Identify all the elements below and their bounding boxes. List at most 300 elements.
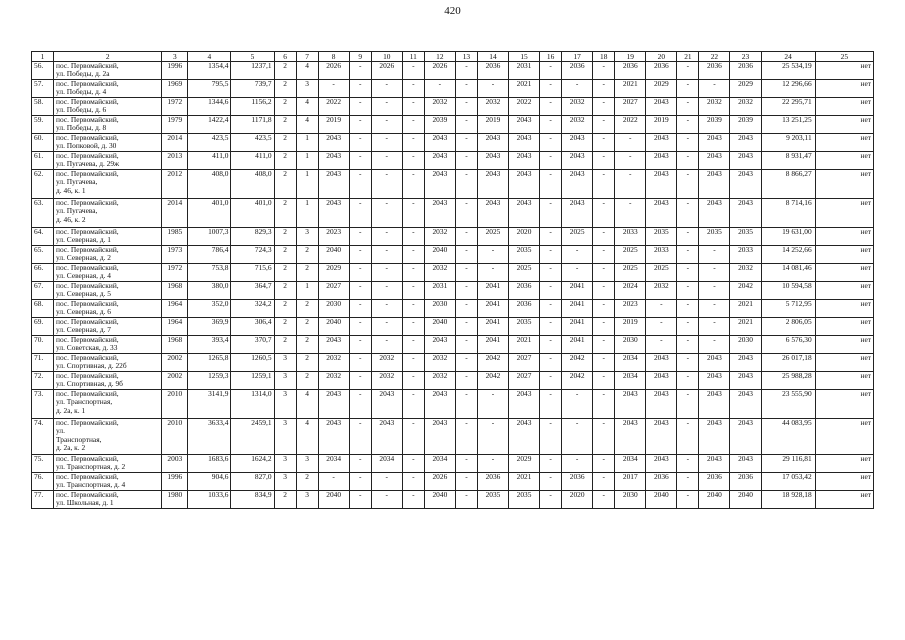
area-cell: 369,9 [188, 318, 231, 336]
value-cell: 2 [274, 491, 296, 509]
value-cell: 2026 [424, 62, 455, 80]
value-cell: 2019 [318, 116, 349, 134]
value-cell: 2043 [424, 390, 455, 419]
value-cell: - [593, 98, 615, 116]
area-cell: 411,0 [188, 152, 231, 170]
area-cell: 411,0 [231, 152, 274, 170]
value-cell: 2019 [615, 318, 646, 336]
value-cell: 2043 [424, 199, 455, 228]
value-cell: - [540, 390, 562, 419]
column-header: 17 [562, 52, 593, 62]
value-cell: - [593, 246, 615, 264]
value-cell: - [677, 354, 699, 372]
table-row [32, 491, 874, 509]
value-cell: 2 [274, 98, 296, 116]
value-cell: 2040 [646, 491, 677, 509]
value-cell: - [349, 134, 371, 152]
address-cell: пос. Первомайский, ул. Северная, д. 1 [54, 228, 162, 246]
column-header: 3 [162, 52, 188, 62]
value-cell: 2040 [318, 246, 349, 264]
value-cell: - [402, 318, 424, 336]
value-cell: 2010 [162, 419, 188, 455]
address-cell: пос. Первомайский, ул. Северная, д. 6 [54, 300, 162, 318]
value-cell: - [540, 419, 562, 455]
status-cell: нет [815, 98, 873, 116]
area-cell: 1237,1 [231, 62, 274, 80]
value-cell: 2043 [318, 390, 349, 419]
row-number: 64. [32, 228, 54, 246]
area-cell: 2459,1 [231, 419, 274, 455]
value-cell: - [677, 372, 699, 390]
area-cell: 795,5 [188, 80, 231, 98]
value-cell: 2042 [562, 354, 593, 372]
value-cell: 2034 [371, 455, 402, 473]
value-cell: - [402, 473, 424, 491]
value-cell: 1996 [162, 62, 188, 80]
value-cell: 2035 [477, 491, 508, 509]
value-cell: 2 [274, 134, 296, 152]
value-cell: 2017 [615, 473, 646, 491]
column-header: 5 [231, 52, 274, 62]
value-cell: 3 [274, 372, 296, 390]
value-cell: 3 [274, 390, 296, 419]
value-cell: - [402, 80, 424, 98]
area-cell: 380,0 [188, 282, 231, 300]
address-cell: пос. Первомайский, ул. Победы, д. 4 [54, 80, 162, 98]
value-cell: 2 [296, 246, 318, 264]
area-cell: 364,7 [231, 282, 274, 300]
value-cell: - [593, 354, 615, 372]
value-cell: - [540, 80, 562, 98]
value-cell: - [540, 300, 562, 318]
value-cell: - [593, 300, 615, 318]
value-cell: 2020 [562, 491, 593, 509]
value-cell: 2042 [730, 282, 761, 300]
value-cell: - [349, 491, 371, 509]
value-cell: - [540, 354, 562, 372]
value-cell: 2043 [730, 354, 761, 372]
value-cell: 2 [274, 282, 296, 300]
value-cell: - [455, 419, 477, 455]
value-cell: - [371, 228, 402, 246]
table-row [32, 228, 874, 246]
value-cell: 2027 [509, 372, 540, 390]
value-cell: 2042 [477, 372, 508, 390]
value-cell: 2043 [509, 152, 540, 170]
status-cell: нет [815, 80, 873, 98]
value-cell: - [402, 455, 424, 473]
table-row [32, 419, 874, 455]
value-cell: - [593, 62, 615, 80]
value-cell: 2043 [730, 372, 761, 390]
value-cell: 2021 [509, 473, 540, 491]
value-cell: - [540, 491, 562, 509]
value-cell: 2014 [162, 134, 188, 152]
value-cell: 2043 [562, 134, 593, 152]
value-cell: - [371, 80, 402, 98]
cost-cell: 17 053,42 [761, 473, 815, 491]
value-cell: - [349, 246, 371, 264]
value-cell: 2040 [318, 491, 349, 509]
value-cell: 2043 [699, 372, 730, 390]
value-cell: - [455, 300, 477, 318]
row-number: 68. [32, 300, 54, 318]
value-cell: 2043 [646, 152, 677, 170]
value-cell: - [593, 264, 615, 282]
value-cell: 2032 [318, 354, 349, 372]
value-cell: 2025 [615, 264, 646, 282]
value-cell: 2027 [509, 354, 540, 372]
value-cell: 2023 [318, 228, 349, 246]
value-cell: - [402, 372, 424, 390]
value-cell: 2041 [477, 282, 508, 300]
value-cell: - [455, 390, 477, 419]
value-cell: 2043 [730, 199, 761, 228]
value-cell: 2035 [509, 491, 540, 509]
value-cell: 2039 [730, 116, 761, 134]
value-cell: 2043 [646, 390, 677, 419]
cost-cell: 14 081,46 [761, 264, 815, 282]
value-cell: 1985 [162, 228, 188, 246]
value-cell: 2043 [371, 419, 402, 455]
value-cell: - [402, 170, 424, 199]
value-cell: 2040 [318, 318, 349, 336]
area-cell: 352,0 [188, 300, 231, 318]
value-cell: - [402, 134, 424, 152]
value-cell: 2033 [730, 246, 761, 264]
area-cell: 1171,8 [231, 116, 274, 134]
column-header: 4 [188, 52, 231, 62]
value-cell: 2035 [730, 228, 761, 246]
value-cell: 2032 [646, 282, 677, 300]
value-cell: 2 [274, 264, 296, 282]
value-cell: 2043 [318, 134, 349, 152]
cost-cell: 5 712,95 [761, 300, 815, 318]
row-number: 60. [32, 134, 54, 152]
value-cell: 2032 [477, 98, 508, 116]
value-cell: 2041 [477, 318, 508, 336]
value-cell: 1968 [162, 336, 188, 354]
value-cell: - [349, 473, 371, 491]
value-cell: 1 [296, 282, 318, 300]
value-cell: - [349, 419, 371, 455]
value-cell: - [371, 318, 402, 336]
value-cell: 2032 [562, 98, 593, 116]
row-number: 62. [32, 170, 54, 199]
column-header: 7 [296, 52, 318, 62]
value-cell: 2 [274, 336, 296, 354]
value-cell: 2020 [509, 228, 540, 246]
cost-cell: 2 806,05 [761, 318, 815, 336]
value-cell: - [455, 170, 477, 199]
value-cell: 2032 [318, 372, 349, 390]
value-cell: 2043 [477, 170, 508, 199]
value-cell: 2043 [730, 152, 761, 170]
value-cell: 2043 [646, 372, 677, 390]
area-cell: 1260,5 [231, 354, 274, 372]
value-cell: - [455, 98, 477, 116]
value-cell: - [402, 336, 424, 354]
value-cell: 2 [296, 372, 318, 390]
value-cell: 2 [296, 336, 318, 354]
value-cell: 2043 [509, 390, 540, 419]
value-cell: 2043 [646, 170, 677, 199]
row-number: 67. [32, 282, 54, 300]
value-cell: - [455, 264, 477, 282]
value-cell: - [477, 264, 508, 282]
status-cell: нет [815, 62, 873, 80]
row-number: 57. [32, 80, 54, 98]
value-cell: 2043 [424, 170, 455, 199]
value-cell: 2 [274, 199, 296, 228]
value-cell: 2036 [699, 62, 730, 80]
address-cell: пос. Первомайский, ул. Спортивная, д. 22б [54, 354, 162, 372]
value-cell: 4 [296, 390, 318, 419]
value-cell: - [593, 134, 615, 152]
column-header: 2 [54, 52, 162, 62]
value-cell: - [677, 116, 699, 134]
area-cell: 1007,3 [188, 228, 231, 246]
column-header: 13 [455, 52, 477, 62]
value-cell: - [402, 390, 424, 419]
value-cell: - [593, 455, 615, 473]
value-cell: - [477, 419, 508, 455]
value-cell: 2043 [699, 170, 730, 199]
value-cell: - [593, 318, 615, 336]
value-cell: 2043 [646, 98, 677, 116]
value-cell: 3 [296, 455, 318, 473]
cost-cell: 8 931,47 [761, 152, 815, 170]
value-cell: - [540, 372, 562, 390]
address-cell: пос. Первомайский, ул. Транспортная, д. 4 [54, 473, 162, 491]
value-cell: 2043 [699, 419, 730, 455]
value-cell: 2019 [477, 116, 508, 134]
value-cell: 2026 [318, 62, 349, 80]
value-cell: 2 [274, 228, 296, 246]
value-cell: - [402, 246, 424, 264]
value-cell: - [349, 300, 371, 318]
value-cell: 2021 [730, 318, 761, 336]
row-number: 59. [32, 116, 54, 134]
table-row [32, 354, 874, 372]
value-cell: - [349, 318, 371, 336]
value-cell: 2031 [424, 282, 455, 300]
value-cell: 1 [296, 152, 318, 170]
value-cell: 2036 [730, 62, 761, 80]
value-cell: 2043 [699, 390, 730, 419]
value-cell: 2032 [424, 372, 455, 390]
value-cell: 2036 [646, 62, 677, 80]
value-cell: - [455, 228, 477, 246]
value-cell: 2021 [509, 80, 540, 98]
value-cell: 2041 [562, 336, 593, 354]
value-cell: 2029 [509, 455, 540, 473]
value-cell: - [318, 473, 349, 491]
value-cell: - [677, 318, 699, 336]
value-cell: - [677, 390, 699, 419]
status-cell: нет [815, 264, 873, 282]
value-cell: - [593, 390, 615, 419]
value-cell: 2014 [162, 199, 188, 228]
value-cell: 2019 [646, 116, 677, 134]
value-cell: - [699, 318, 730, 336]
value-cell: - [615, 134, 646, 152]
value-cell: - [371, 246, 402, 264]
value-cell: 2 [296, 264, 318, 282]
value-cell: 2025 [562, 228, 593, 246]
value-cell: 2032 [424, 228, 455, 246]
value-cell: - [540, 62, 562, 80]
area-cell: 3141,9 [188, 390, 231, 419]
value-cell: 1980 [162, 491, 188, 509]
value-cell: - [349, 264, 371, 282]
value-cell: - [593, 80, 615, 98]
value-cell: 2013 [162, 152, 188, 170]
value-cell: 2041 [562, 282, 593, 300]
value-cell: 2039 [424, 116, 455, 134]
value-cell: - [349, 372, 371, 390]
value-cell: - [646, 318, 677, 336]
value-cell: 2027 [318, 282, 349, 300]
row-number: 71. [32, 354, 54, 372]
value-cell: 2043 [318, 336, 349, 354]
value-cell: - [402, 264, 424, 282]
value-cell: 1 [296, 199, 318, 228]
cost-cell: 10 594,58 [761, 282, 815, 300]
area-cell: 786,4 [188, 246, 231, 264]
value-cell: 2025 [477, 228, 508, 246]
address-cell: пос. Первомайский, ул. Победы, д. 6 [54, 98, 162, 116]
value-cell: - [593, 491, 615, 509]
row-number: 69. [32, 318, 54, 336]
area-cell: 1314,0 [231, 390, 274, 419]
value-cell: - [699, 246, 730, 264]
value-cell: 2032 [424, 264, 455, 282]
value-cell: 2032 [699, 98, 730, 116]
value-cell: 2032 [371, 372, 402, 390]
value-cell: 2034 [615, 455, 646, 473]
value-cell: 2010 [162, 390, 188, 419]
value-cell: 2040 [730, 491, 761, 509]
column-header: 23 [730, 52, 761, 62]
column-header: 21 [677, 52, 699, 62]
address-cell: пос. Первомайский, ул. Транспортная, д. 2а, к. 1 [54, 390, 162, 419]
value-cell: - [699, 336, 730, 354]
value-cell: 3 [274, 354, 296, 372]
table-row [32, 98, 874, 116]
value-cell: 2036 [509, 300, 540, 318]
value-cell: 2036 [699, 473, 730, 491]
area-cell: 324,2 [231, 300, 274, 318]
value-cell: 2043 [509, 170, 540, 199]
value-cell: 2043 [730, 390, 761, 419]
value-cell: - [402, 62, 424, 80]
value-cell: 2033 [646, 246, 677, 264]
value-cell: 4 [296, 98, 318, 116]
cost-cell: 8 866,27 [761, 170, 815, 199]
value-cell: - [540, 170, 562, 199]
area-cell: 1422,4 [188, 116, 231, 134]
value-cell: 2040 [699, 491, 730, 509]
value-cell: 2 [274, 318, 296, 336]
value-cell: 2036 [509, 282, 540, 300]
area-cell: 408,0 [231, 170, 274, 199]
value-cell: 2043 [730, 455, 761, 473]
table-row [32, 473, 874, 491]
value-cell: - [402, 419, 424, 455]
value-cell: - [540, 336, 562, 354]
value-cell: 2043 [699, 354, 730, 372]
value-cell: - [593, 228, 615, 246]
value-cell: 2043 [646, 455, 677, 473]
value-cell: - [455, 491, 477, 509]
status-cell: нет [815, 134, 873, 152]
value-cell: - [455, 116, 477, 134]
address-cell: пос. Первомайский, ул. Транспортная, д. 2а, к. 2 [54, 419, 162, 455]
value-cell: 2042 [562, 372, 593, 390]
value-cell: - [593, 372, 615, 390]
table-row [32, 116, 874, 134]
status-cell: нет [815, 455, 873, 473]
value-cell: 2043 [730, 170, 761, 199]
cost-cell: 6 576,30 [761, 336, 815, 354]
value-cell: 1973 [162, 246, 188, 264]
status-cell: нет [815, 372, 873, 390]
value-cell: 2032 [730, 264, 761, 282]
value-cell: 2039 [699, 116, 730, 134]
area-cell: 423,5 [231, 134, 274, 152]
area-cell: 423,5 [188, 134, 231, 152]
value-cell: 2043 [615, 390, 646, 419]
value-cell: - [349, 80, 371, 98]
value-cell: - [349, 228, 371, 246]
status-cell: нет [815, 170, 873, 199]
value-cell: - [677, 473, 699, 491]
row-number: 56. [32, 62, 54, 80]
value-cell: 2041 [477, 300, 508, 318]
value-cell: - [371, 300, 402, 318]
column-header: 19 [615, 52, 646, 62]
value-cell: 2030 [615, 491, 646, 509]
cost-cell: 44 083,95 [761, 419, 815, 455]
value-cell: 2 [274, 246, 296, 264]
value-cell: 2030 [424, 300, 455, 318]
value-cell: 1968 [162, 282, 188, 300]
value-cell: - [349, 170, 371, 199]
value-cell: - [455, 282, 477, 300]
value-cell: 2021 [509, 336, 540, 354]
value-cell: 2041 [477, 336, 508, 354]
value-cell: 2043 [318, 170, 349, 199]
address-cell: пос. Первомайский, ул. Пугачева, д. 46, к. 2 [54, 199, 162, 228]
value-cell: 2032 [424, 98, 455, 116]
cost-cell: 25 988,28 [761, 372, 815, 390]
value-cell: - [540, 152, 562, 170]
value-cell: 2032 [562, 116, 593, 134]
value-cell: - [540, 98, 562, 116]
value-cell: - [349, 152, 371, 170]
area-cell: 401,0 [231, 199, 274, 228]
value-cell: 2043 [615, 419, 646, 455]
value-cell: 2043 [646, 199, 677, 228]
area-cell: 904,6 [188, 473, 231, 491]
address-cell: пос. Первомайский, ул. Северная, д. 7 [54, 318, 162, 336]
housing-table [31, 51, 874, 509]
value-cell: - [615, 170, 646, 199]
value-cell: 2043 [730, 134, 761, 152]
value-cell: - [349, 336, 371, 354]
value-cell: - [455, 455, 477, 473]
